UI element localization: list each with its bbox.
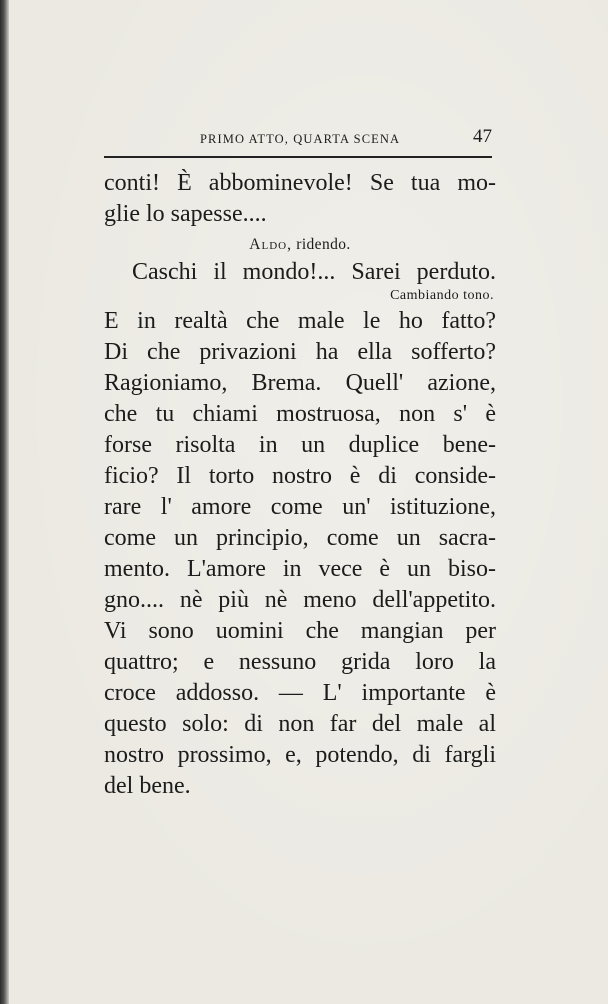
header-rule bbox=[104, 156, 492, 158]
speech-line-16: del bene. bbox=[104, 773, 191, 799]
page-number: 47 bbox=[473, 126, 492, 147]
speech-line-15: nostro prossimo, e, potendo, di fargli bbox=[104, 742, 496, 768]
text-line-2: glie lo sapesse.... bbox=[104, 201, 267, 227]
body-text bbox=[104, 168, 496, 802]
speech-line-13: croce addosso. — L' importante è bbox=[104, 680, 496, 706]
speech-line-12: quattro; e nessuno grida loro la bbox=[104, 649, 496, 675]
speech-line-11: Vi sono uomini che mangian per bbox=[104, 618, 496, 644]
speech-line-7: rare l' amore come un' istituzione, bbox=[104, 494, 496, 520]
running-title: PRIMO ATTO, QUARTA SCENA bbox=[200, 132, 401, 146]
speech-line-1: E in realtà che male le ho fatto? bbox=[104, 308, 496, 334]
speech-line-2: Di che privazioni ha ella sofferto? bbox=[104, 339, 496, 365]
speech-line-8: come un principio, come un sacra- bbox=[104, 525, 496, 551]
stage-direction-tone: Cambiando tono. bbox=[390, 288, 494, 303]
speech-line-14: questo solo: di non far del male al bbox=[104, 711, 496, 737]
text-line-1: conti! È abbominevole! Se tua mo- bbox=[104, 170, 496, 196]
speech-line-3: Ragioniamo, Brema. Quell' azione, bbox=[104, 370, 496, 396]
speech-line-10: gno.... nè più nè meno dell'appetito. bbox=[104, 587, 496, 613]
speaker-name: Aldo, bbox=[249, 236, 292, 253]
speech-line-4: che tu chiami mostruosa, non s' è bbox=[104, 401, 496, 427]
speech-line-9: mento. L'amore in vece è un biso- bbox=[104, 556, 496, 582]
page-header bbox=[104, 124, 496, 154]
stage-action: ridendo. bbox=[296, 236, 351, 253]
speech-line-5: forse risolta in un duplice bene- bbox=[104, 432, 496, 458]
binding-edge bbox=[0, 0, 9, 1004]
speech-first-line: Caschi il mondo!... Sarei perduto. bbox=[132, 259, 496, 285]
speech-line-6: ficio? Il torto nostro è di conside- bbox=[104, 463, 496, 489]
stage-direction-aldo bbox=[104, 230, 496, 257]
